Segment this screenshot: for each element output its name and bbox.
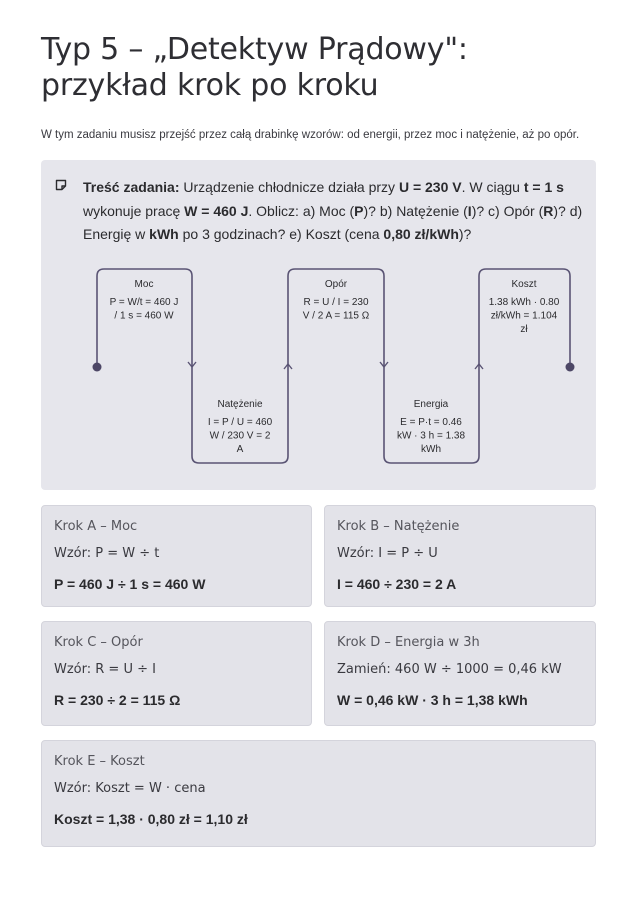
step-result: Koszt = 1,38 · 0,80 zł = 1,10 zł xyxy=(54,811,248,827)
time-value: t = 1 s xyxy=(523,179,564,195)
task-fragment: wykonuje pracę xyxy=(83,202,185,219)
step-card-c xyxy=(41,621,312,726)
task-fragment: po 3 godzinach? e) Koszt (cena xyxy=(178,226,384,242)
step-title: Krok A – Moc xyxy=(54,519,138,534)
resistance-symbol: R xyxy=(543,202,554,219)
price-value: 0,80 zł/kWh xyxy=(383,226,459,242)
task-label: Treść zadania: xyxy=(83,179,180,195)
flow-node-formula-koszt: 1.38 kWh · 0.80 xyxy=(488,297,560,308)
step-title: Krok B – Natężenie xyxy=(337,519,460,534)
flow-node-formula-opor: V / 2 A = 115 Ω xyxy=(302,310,370,322)
flow-node-formula-moc: / 1 s = 460 W xyxy=(114,310,174,322)
step-result: R = 230 ÷ 2 = 115 Ω xyxy=(54,692,181,708)
flow-node-formula-energia: kWh xyxy=(421,444,441,455)
step-card-e xyxy=(41,740,596,847)
step-title: Krok E – Koszt xyxy=(54,754,145,769)
flow-node-formula-energia: E = P·t = 0.46 xyxy=(400,417,462,428)
flow-end-dot xyxy=(566,363,575,372)
step-formula: Wzór: R = U ÷ I xyxy=(54,662,156,677)
step-title: Krok D – Energia w 3h xyxy=(337,635,480,650)
flow-node-formula-opor: R = U / I = 230 xyxy=(303,297,369,308)
flow-node-formula-energia: kW · 3 h = 1.38 xyxy=(396,430,466,442)
step-card-b xyxy=(324,505,596,607)
flow-node-title-koszt: Koszt xyxy=(511,279,537,290)
task-fragment: . W ciągu xyxy=(461,179,524,195)
step-formula: Wzór: P = W ÷ t xyxy=(54,546,160,561)
task-fragment: )? d) Energię w xyxy=(83,202,583,242)
power-symbol: P xyxy=(354,202,364,219)
page-title: Typ 5 – „Detektyw Prądowy": przykład krok po kroku xyxy=(41,32,468,103)
flow-node-formula-natezenie: A xyxy=(236,444,244,455)
step-result: I = 460 ÷ 230 = 2 A xyxy=(337,576,457,592)
task-fragment: )? xyxy=(458,226,472,242)
step-result: P = 460 J ÷ 1 s = 460 W xyxy=(54,576,206,592)
step-formula: Zamień: 460 W ÷ 1000 = 0,46 kW xyxy=(337,662,562,677)
kwh-unit: kWh xyxy=(149,226,179,242)
flow-node-title-opor: Opór xyxy=(324,279,348,290)
flow-node-formula-moc: P = W/t = 460 J xyxy=(109,297,179,308)
step-card-a xyxy=(41,505,312,607)
step-result: W = 0,46 kW · 3 h = 1,38 kWh xyxy=(337,692,528,708)
step-card-d xyxy=(324,621,596,726)
flow-node-formula-natezenie: W / 230 V = 2 xyxy=(209,430,271,442)
task-panel xyxy=(41,160,596,490)
flow-node-formula-natezenie: I = P / U = 460 xyxy=(207,417,273,428)
flow-diagram xyxy=(41,160,596,490)
task-fragment: )? c) Opór ( xyxy=(471,202,544,219)
intro-text: W tym zadaniu musisz przejść przez całą drabinkę wzorów: od energii, przez moc i natężenie, aż po opór. xyxy=(41,129,580,141)
current-symbol: I xyxy=(467,202,472,219)
voltage-value: U = 230 V xyxy=(398,179,462,195)
task-fragment: . Oblicz: a) Moc ( xyxy=(248,202,355,219)
task-fragment: )? b) Natężenie ( xyxy=(363,202,468,219)
step-title: Krok C – Opór xyxy=(54,635,143,650)
flow-node-formula-koszt: zł/kWh = 1.104 xyxy=(490,310,558,322)
step-formula: Wzór: Koszt = W · cena xyxy=(54,781,206,796)
task-fragment: Urządzenie chłodnicze działa przy xyxy=(179,179,399,195)
work-value: W = 460 J xyxy=(184,202,249,219)
flow-node-title-natezenie: Natężenie xyxy=(217,399,263,410)
flow-node-formula-koszt: zł xyxy=(520,324,528,335)
step-formula: Wzór: I = P ÷ U xyxy=(337,546,438,561)
flow-node-title-energia: Energia xyxy=(413,399,449,410)
flow-node-title-moc: Moc xyxy=(134,279,154,290)
flow-start-dot xyxy=(93,363,102,372)
